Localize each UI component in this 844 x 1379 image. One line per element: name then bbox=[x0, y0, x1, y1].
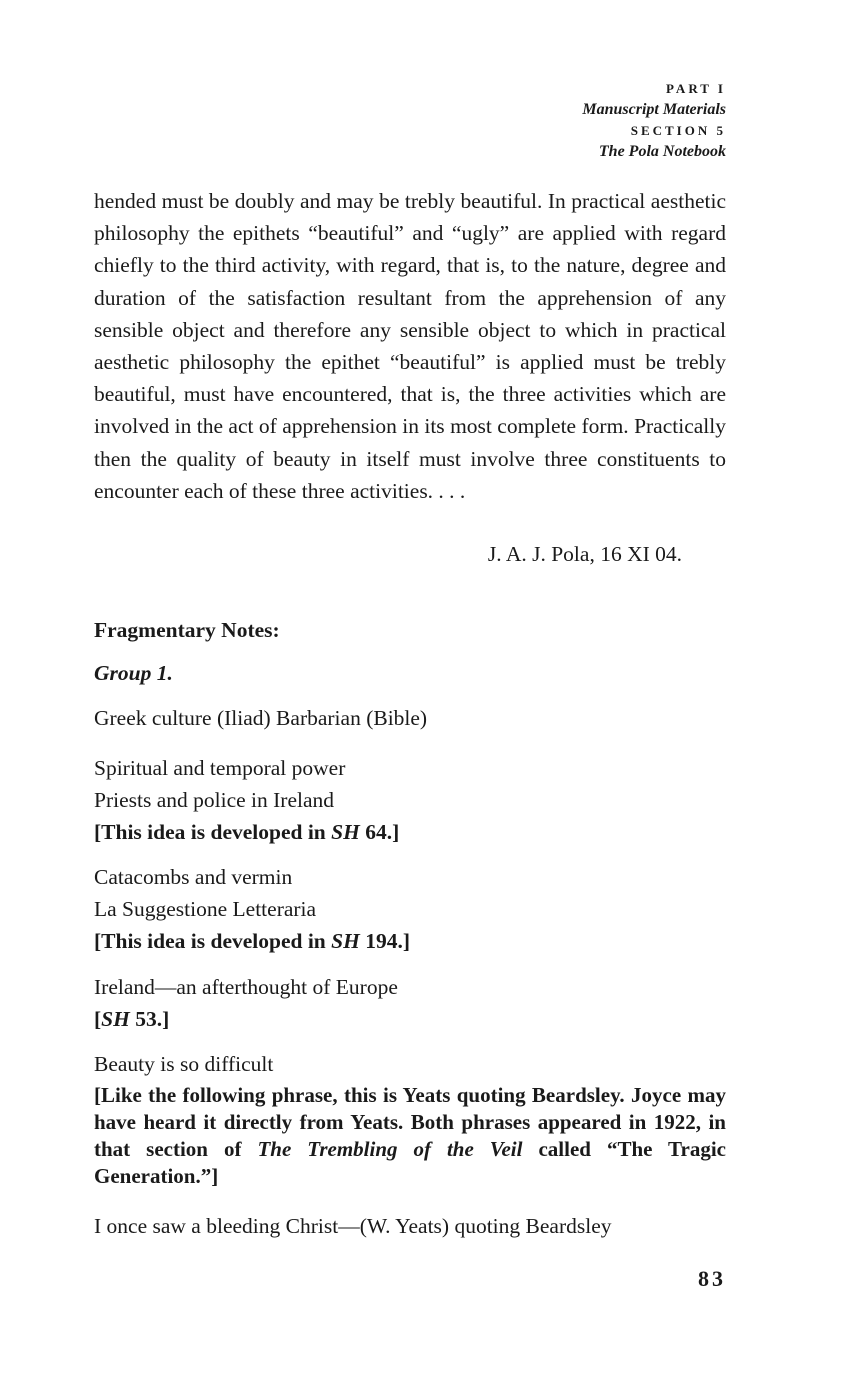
note-6 bbox=[94, 1210, 726, 1242]
note-3 bbox=[94, 861, 726, 957]
part-label: PART I bbox=[665, 81, 726, 96]
note-line: Beauty is so difficult bbox=[94, 1052, 274, 1076]
note-line: Priests and police in Ireland bbox=[94, 788, 335, 812]
note-2 bbox=[94, 752, 726, 848]
editorial-note bbox=[94, 1003, 726, 1035]
note-1 bbox=[94, 702, 726, 734]
signature: J. A. J. Pola, 16 XI 04. bbox=[487, 542, 682, 566]
editorial-text: [Like the following phrase, this is Yeats quoting Beardsley. Joyce may have heard it directly from Yeats. Both phrases appeared in 1922, in that section of bbox=[94, 1083, 726, 1161]
group-heading: Group 1. bbox=[94, 661, 173, 685]
running-head bbox=[582, 78, 726, 162]
page-number: 83 bbox=[698, 1266, 726, 1291]
editorial-text: [ bbox=[94, 1007, 102, 1031]
note-line: Ireland—an afterthought of Europe bbox=[94, 975, 398, 999]
note-4 bbox=[94, 971, 726, 1035]
editorial-ref: SH bbox=[331, 929, 360, 953]
editorial-ref: SH bbox=[331, 820, 360, 844]
editorial-book-title: The Trembling of the Veil bbox=[257, 1137, 523, 1161]
note-line: I once saw a bleeding Christ—(W. Yeats) quoting Beardsley bbox=[94, 1214, 612, 1238]
note-line: Greek culture (Iliad) Barbarian (Bible) bbox=[94, 706, 428, 730]
editorial-text: [This idea is developed in bbox=[94, 929, 332, 953]
body-text bbox=[94, 185, 726, 507]
editorial-text: called “The Tragic Generation.”] bbox=[94, 1137, 726, 1188]
editorial-note bbox=[94, 816, 726, 848]
editorial-text: 53.] bbox=[129, 1007, 170, 1031]
part-title: Manuscript Materials bbox=[582, 101, 726, 118]
section-title: The Pola Notebook bbox=[598, 143, 726, 160]
fragmentary-notes-heading: Fragmentary Notes: bbox=[94, 618, 280, 642]
note-line: La Suggestione Letteraria bbox=[94, 897, 317, 921]
editorial-note bbox=[94, 1082, 726, 1190]
note-5 bbox=[94, 1048, 726, 1190]
editorial-ref: SH bbox=[101, 1007, 130, 1031]
editorial-text: 64.] bbox=[359, 820, 400, 844]
section-label: SECTION 5 bbox=[630, 123, 726, 138]
note-line: Catacombs and vermin bbox=[94, 865, 293, 889]
body-paragraph: hended must be doubly and may be trebly beautiful. In practical aesthetic philosophy the epithets “beautiful” and “ugly” are applied with regard chiefly to the third activity, with regard, that is, to the nature, degree and duration of the satisfaction resultant from the apprehension of any sensible object and therefore any sensible object to which in practical aesthetic philosophy the epithet “beautiful” is applied must be trebly beautiful, must have encountered, that is, the three activities which are involved in the act of apprehension in its most complete form. Practically then the quality of beauty in itself must involve three constituents to encounter each of these three activities. . . . bbox=[94, 189, 726, 503]
editorial-text: 194.] bbox=[359, 929, 410, 953]
editorial-text: [This idea is developed in bbox=[94, 820, 332, 844]
editorial-note bbox=[94, 925, 726, 957]
note-line: Spiritual and temporal power bbox=[94, 756, 346, 780]
